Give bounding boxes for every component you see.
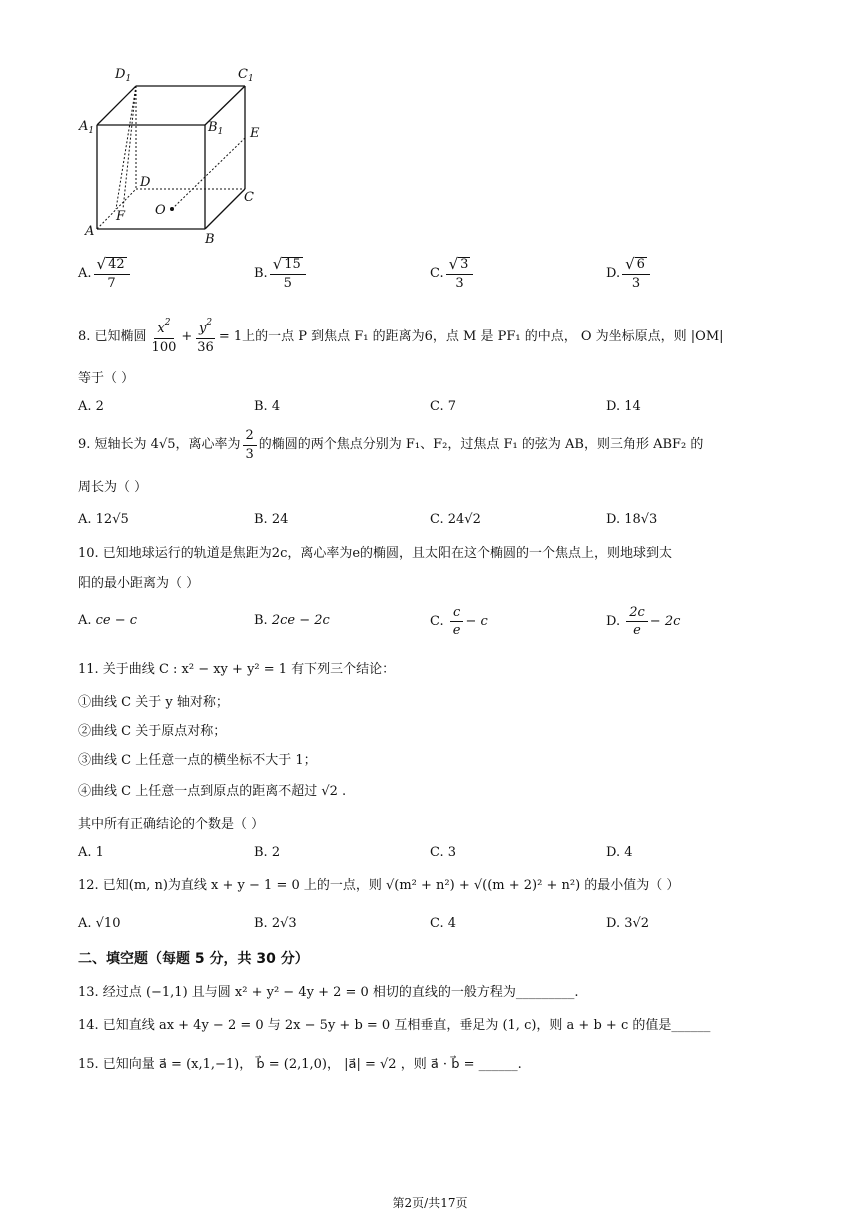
q8-option-c[interactable]: C. 7 [430,399,457,414]
page-number: 第2页/共17页 [392,1196,468,1210]
svg-text:C: C [244,190,254,205]
q11-item-2: ②曲线 C 关于原点对称； [78,724,227,739]
q9-line2: 周长为（ ） [78,480,148,495]
q11-question: 其中所有正确结论的个数是（ ） [78,817,265,832]
q9-option-d[interactable]: D. 18√3 [606,512,658,527]
q11-option-b[interactable]: B. 2 [254,845,281,860]
svg-text:B: B [205,232,215,247]
q12-option-a[interactable]: A. √10 [78,916,121,931]
cube-figure [75,60,275,250]
q10-option-a[interactable]: A. ce − c [78,613,138,628]
q7-option-b[interactable]: B. √ 15 5 [254,257,308,291]
svg-text:B1: $B_1$ [208,120,224,137]
q11-option-a[interactable]: A. 1 [78,845,104,860]
q11-item-4: ④曲线 C 上任意一点到原点的距离不超过 √2 . [78,784,347,799]
q9-option-a[interactable]: A. 12√5 [78,512,129,527]
q8-option-d[interactable]: D. 14 [606,399,641,414]
q8-option-b[interactable]: B. 4 [254,399,281,414]
q13: 13. 经过点 (−1,1) 且与圆 x² + y² − 4y + 2 = 0 相切的直线的一般方程为_________. [78,985,579,1000]
svg-text:C1: $C_1$ [238,67,254,84]
q11-option-c[interactable]: C. 3 [430,845,457,860]
q7-options [78,257,778,297]
q7-option-d[interactable]: D. √ 6 3 [606,257,652,291]
q11-intro: 11. 关于曲线 C : x² − xy + y² = 1 有下列三个结论： [78,662,396,677]
q12-options [78,916,778,956]
svg-text:O: O [155,203,166,218]
q12-option-b[interactable]: B. 2√3 [254,916,297,931]
q11-item-3: ③曲线 C 上任意一点的横坐标不大于 1； [78,753,317,768]
q10-option-c[interactable]: C. $\frac{c}{e}$ − c [430,605,488,638]
q9-option-b[interactable]: B. 24 [254,512,289,527]
q12-option-c[interactable]: C. 4 [430,916,457,931]
q10-options [78,605,778,645]
q7-option-c[interactable]: C. √ 3 3 [430,257,475,291]
q8-option-a[interactable]: A. 2 [78,399,104,414]
q10-line1: 10. 已知地球运行的轨道是焦距为2c，离心率为e的椭圆，且太阳在这个椭圆的一个焦点上，则地球到太 [78,546,673,561]
q12-option-d[interactable]: D. 3√2 [606,916,650,931]
q7-option-a[interactable]: A. √ 42 7 [78,257,132,291]
q10-line2: 阳的最小距离为（ ） [78,576,200,591]
q9-option-c[interactable]: C. 24√2 [430,512,481,527]
section-heading: 二、填空题（每题 5 分，共 30 分） [78,951,309,967]
svg-text:A: A [85,224,95,239]
q11-item-1: ①曲线 C 关于 y 轴对称； [78,695,229,710]
q9-stem: 9. 短轴长为 4√5，离心率为 $\frac{2}{3}$ 的椭圆的两个焦点分别为 F₁、F₂，过焦点 F₁ 的弦为 AB，则三角形 ABF₂ 的 [78,428,704,462]
q8-line2: 等于（ ） [78,371,135,386]
svg-text:D1: $D_1$ [115,67,132,84]
q8-stem: 8. 已知椭圆 $\frac{x^2}{100}$ + $\frac{y^2}{36}$ = 1 上的一点 P 到焦点 F₁ 的距离为6，点 M 是 PF₁ 的中点， O 为坐标原点，则 |OM| [78,318,724,355]
q15: 15. 已知向量 a⃗ = (x,1,−1)， b⃗ = (2,1,0)， |a⃗| = √2 ，则 a⃗ · b⃗ = ______. [78,1057,522,1072]
svg-text:F: F [116,209,126,224]
q10-option-b[interactable]: B. 2ce − 2c [254,613,330,628]
svg-text:A1: $A_1$ [79,119,95,136]
q10-option-d[interactable]: D. $\frac{2c}{e}$ − 2c [606,605,681,638]
q11-option-d[interactable]: D. 4 [606,845,633,860]
q12-stem: 12. 已知(m, n)为直线 x + y − 1 = 0 上的一点，则 √(m² + n²) + √((m + 2)² + n²) 的最小值为（ ） [78,878,680,893]
svg-text:E: E [250,126,260,141]
svg-text:D: D [140,175,151,190]
q14: 14. 已知直线 ax + 4y − 2 = 0 与 2x − 5y + b = 0 互相垂直，垂足为 (1, c)，则 a + b + c 的值是______ [78,1018,711,1033]
